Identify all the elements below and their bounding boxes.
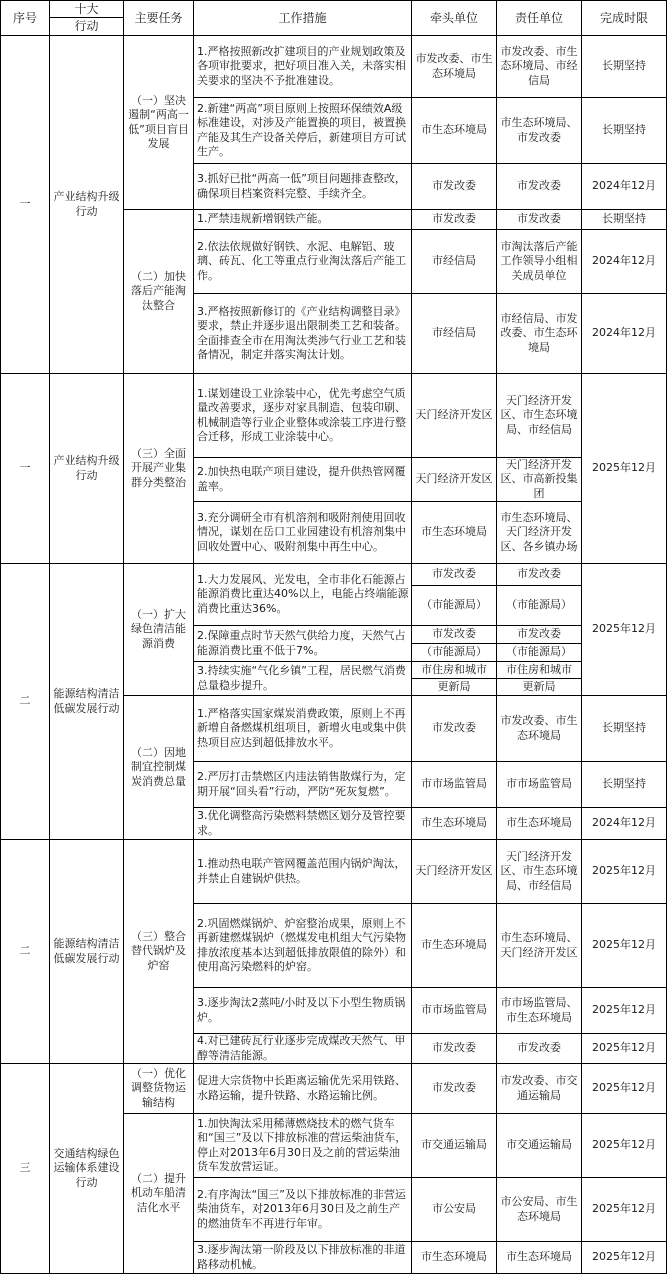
deadline-cell bbox=[582, 1242, 667, 1274]
resp-cell bbox=[497, 1242, 582, 1274]
resp-text: （市能源局） bbox=[506, 598, 572, 612]
lead-text: 市市场监管局 bbox=[421, 1003, 487, 1017]
lead-cell bbox=[412, 210, 497, 230]
group-action bbox=[50, 564, 124, 840]
group-action-text: 产业结构升级行动 bbox=[53, 454, 120, 482]
measure-text: 2.加快热电联产项目建设，提升供热管网覆盖率。 bbox=[197, 465, 406, 493]
deadline-cell bbox=[582, 1064, 667, 1114]
task-text: （二）因地制宜控制煤炭消费总量 bbox=[131, 745, 186, 788]
resp-text: （市能源局） bbox=[506, 645, 572, 659]
resp-text: 市发改委 bbox=[517, 567, 561, 581]
deadline-text: 2025年12月 bbox=[592, 622, 656, 636]
measure-cell bbox=[194, 1178, 412, 1242]
lead-text: 市发改委 bbox=[432, 212, 476, 226]
group-seq-text: 二 bbox=[19, 694, 31, 708]
deadline-text: 2024年12月 bbox=[592, 816, 656, 830]
measure-cell bbox=[194, 1114, 412, 1178]
task-text: （一）扩大绿色清洁能源消费 bbox=[131, 607, 186, 650]
measure-text: 3.优化调整高污染燃料禁燃区划分及管控要求。 bbox=[197, 809, 406, 837]
measure-cell bbox=[194, 626, 412, 662]
group-seq bbox=[0, 840, 50, 1064]
lead-text: 市生态环境局 bbox=[421, 816, 487, 830]
resp-text: 更新局 bbox=[522, 679, 556, 693]
lead-cell bbox=[412, 762, 497, 808]
measure-text: 1.严禁违规新增钢铁产能。 bbox=[197, 212, 329, 226]
lead-cell bbox=[412, 458, 497, 502]
task-text: （二）提升机动车船清洁化水平 bbox=[131, 1171, 186, 1214]
group-seq-text: 二 bbox=[19, 944, 31, 958]
measure-cell bbox=[194, 808, 412, 840]
task-text: （一）优化调整货物运输结构 bbox=[131, 1066, 186, 1109]
resp-cell bbox=[497, 662, 582, 679]
header-action-line1 bbox=[50, 0, 124, 18]
measure-text: 3.逐步淘汰第一阶段及以下排放标准的非道路移动机械。 bbox=[197, 1243, 406, 1271]
deadline-cell bbox=[582, 210, 667, 230]
deadline-text: 2024年12月 bbox=[592, 254, 656, 268]
measure-text: 2.新建“两高”项目原则上按照环保绩效A级标准建设，对涉及产能置换的项目，被置换产能及其生产设备关停后，新建项目方可试生产。 bbox=[197, 101, 406, 158]
deadline-cell bbox=[582, 564, 667, 696]
measure-cell bbox=[194, 696, 412, 762]
lead-cell bbox=[412, 904, 497, 988]
deadline-text: 2025年12月 bbox=[592, 1041, 656, 1055]
deadline-text: 长期坚持 bbox=[602, 721, 646, 735]
resp-cell bbox=[497, 210, 582, 230]
deadline-text: 2025年12月 bbox=[592, 1250, 656, 1264]
group-seq bbox=[0, 36, 50, 374]
measure-cell bbox=[194, 988, 412, 1034]
deadline-cell bbox=[582, 696, 667, 762]
lead-cell bbox=[412, 98, 497, 164]
header-resp-text: 责任单位 bbox=[514, 10, 563, 25]
deadline-cell bbox=[582, 1034, 667, 1064]
deadline-cell bbox=[582, 988, 667, 1034]
lead-cell bbox=[412, 230, 497, 294]
measure-cell bbox=[194, 1064, 412, 1114]
task-cell bbox=[124, 696, 194, 840]
lead-cell bbox=[412, 840, 497, 904]
lead-cell bbox=[412, 1034, 497, 1064]
header-task bbox=[124, 0, 194, 36]
task-cell bbox=[124, 1064, 194, 1114]
lead-text: 市发改委 bbox=[432, 1081, 476, 1095]
measure-cell bbox=[194, 1034, 412, 1064]
lead-text: 市经信局 bbox=[432, 254, 476, 268]
resp-cell bbox=[497, 1114, 582, 1178]
deadline-text: 2025年12月 bbox=[592, 1138, 656, 1152]
deadline-text: 长期坚持 bbox=[602, 123, 646, 137]
lead-text: （市能源局） bbox=[421, 598, 487, 612]
lead-text: 天门经济开发区 bbox=[415, 864, 493, 878]
group-action bbox=[50, 374, 124, 564]
header-resp bbox=[497, 0, 582, 36]
lead-cell bbox=[412, 164, 497, 210]
measure-cell bbox=[194, 904, 412, 988]
resp-cell bbox=[497, 808, 582, 840]
resp-cell bbox=[497, 1064, 582, 1114]
lead-text: 更新局 bbox=[437, 679, 471, 693]
resp-text: 市生态环境局 bbox=[506, 816, 572, 830]
lead-text: 市公安局 bbox=[432, 1202, 476, 1216]
deadline-text: 2025年12月 bbox=[592, 1202, 656, 1216]
resp-cell bbox=[497, 762, 582, 808]
lead-text: 市经信局 bbox=[432, 326, 476, 340]
task-text: （二）加快落后产能淘汰整合 bbox=[131, 269, 186, 312]
lead-text: 市生态环境局 bbox=[421, 525, 487, 539]
resp-text: 市生态环境局、市发改委 bbox=[500, 116, 578, 144]
resp-cell bbox=[497, 904, 582, 988]
deadline-text: 长期坚持 bbox=[602, 777, 646, 791]
lead-cell bbox=[412, 374, 497, 458]
group-seq bbox=[0, 374, 50, 564]
measure-text: 2.巩固燃煤锅炉、炉窑整治成果，原则上不再新建燃煤锅炉（燃煤发电机组大气污染物排放浓度基本达到超低排放限值的除外）和使用高污染燃料的炉窑。 bbox=[197, 916, 406, 973]
measure-cell bbox=[194, 164, 412, 210]
task-cell bbox=[124, 564, 194, 696]
group-action bbox=[50, 1064, 124, 1274]
header-deadline-text: 完成时限 bbox=[599, 10, 648, 25]
deadline-cell bbox=[582, 164, 667, 210]
resp-text: 天门经济开发区、市生态环境局、市经信局 bbox=[500, 849, 578, 892]
deadline-cell bbox=[582, 36, 667, 98]
measure-cell bbox=[194, 502, 412, 564]
lead-cell bbox=[412, 696, 497, 762]
resp-cell-secondary bbox=[497, 679, 582, 696]
measure-text: 3.抓好已批“两高一低”项目问题排查整改，确保项目档案资料完整、手续齐全。 bbox=[197, 172, 406, 200]
resp-text: 市发改委、市生态环境局、市经信局 bbox=[500, 44, 578, 87]
deadline-text: 2024年12月 bbox=[592, 179, 656, 193]
resp-text: 市发改委 bbox=[517, 212, 561, 226]
resp-cell bbox=[497, 988, 582, 1034]
lead-cell bbox=[412, 808, 497, 840]
measure-text: 2.依法依规做好钢铁、水泥、电解铝、玻璃、砖瓦、化工等重点行业淘汰落后产能工作。 bbox=[197, 239, 406, 282]
measure-text: 3.逐步淘汰2蒸吨/小时及以下小型生物质锅炉。 bbox=[197, 996, 406, 1024]
lead-text: 市发改委、市生态环境局 bbox=[415, 52, 493, 80]
lead-cell bbox=[412, 1114, 497, 1178]
header-lead-text: 牵头单位 bbox=[429, 10, 478, 25]
resp-cell bbox=[497, 164, 582, 210]
header-deadline bbox=[582, 0, 667, 36]
task-cell bbox=[124, 36, 194, 210]
deadline-text: 2025年12月 bbox=[592, 1003, 656, 1017]
resp-text: 市发改委、市生态环境局 bbox=[500, 714, 578, 742]
measure-text: 1.大力发展风、光发电，全市非化石能源占能源消费比重达40%以上，电能占终端能源消费比重达36%。 bbox=[197, 572, 409, 615]
lead-text: 市发改委 bbox=[432, 721, 476, 735]
measure-cell bbox=[194, 230, 412, 294]
deadline-text: 2025年12月 bbox=[592, 1081, 656, 1095]
measure-text: 1.严格落实国家煤炭消费政策，原则上不再新增自备燃煤机组项目，新增火电或集中供热项目应达到超低排放水平。 bbox=[197, 706, 406, 749]
lead-text: 市交通运输局 bbox=[421, 1138, 487, 1152]
measure-cell bbox=[194, 374, 412, 458]
resp-cell bbox=[497, 564, 582, 586]
measure-text: 3.严格按照新修订的《产业结构调整目录》要求，禁止并逐步退出限制类工艺和装备。全面排查全市在用淘汰类涉气行业工艺和装备情况，制定并落实淘汰计划。 bbox=[197, 304, 406, 361]
measure-text: 1.推动热电联产管网覆盖范围内锅炉淘汰，并禁止自建锅炉供热。 bbox=[197, 857, 406, 885]
group-action-text: 能源结构清洁低碳发展行动 bbox=[53, 687, 120, 715]
measure-cell bbox=[194, 564, 412, 626]
measure-cell bbox=[194, 210, 412, 230]
lead-cell bbox=[412, 988, 497, 1034]
header-action-line1-text: 十大 bbox=[74, 1, 99, 16]
measure-text: 促进大宗货物中长距离运输优先采用铁路、水路运输，提升铁路、水路运输比例。 bbox=[197, 1074, 406, 1102]
group-seq-text: 三 bbox=[19, 1161, 31, 1175]
lead-cell-secondary bbox=[412, 679, 497, 696]
resp-text: 市生态环境局、天门经济开发区、各乡镇办场 bbox=[500, 510, 578, 553]
lead-cell bbox=[412, 1242, 497, 1274]
task-text: （三）全面开展产业集群分类整治 bbox=[131, 446, 186, 489]
lead-text: 市发改委 bbox=[432, 627, 476, 641]
deadline-cell bbox=[582, 762, 667, 808]
header-measure-text: 工作措施 bbox=[278, 10, 327, 25]
resp-cell bbox=[497, 696, 582, 762]
deadline-text: 2025年12月 bbox=[592, 461, 656, 475]
resp-text: 天门经济开发区、市高新投集团 bbox=[500, 458, 578, 500]
lead-text: 市发改委 bbox=[432, 179, 476, 193]
measure-cell bbox=[194, 36, 412, 98]
lead-cell bbox=[412, 662, 497, 679]
resp-text: 市交通运输局 bbox=[506, 1138, 572, 1152]
lead-text: 市住房和城市 bbox=[421, 662, 487, 676]
lead-cell bbox=[412, 564, 497, 586]
resp-text: 市经信局、市发改委、市生态环境局 bbox=[500, 311, 578, 354]
deadline-cell bbox=[582, 840, 667, 904]
measure-cell bbox=[194, 840, 412, 904]
resp-text: 市公安局、市生态环境局 bbox=[500, 1195, 578, 1223]
task-text: （一）坚决遏制“两高一低”项目盲目发展 bbox=[128, 93, 189, 150]
lead-text: 天门经济开发区 bbox=[415, 408, 493, 422]
task-text: （三）整合替代锅炉及炉窑 bbox=[131, 929, 186, 972]
resp-cell-secondary bbox=[497, 644, 582, 662]
measure-text: 4.对已建砖瓦行业逐步完成煤改天然气、甲醇等清洁能源。 bbox=[197, 1034, 406, 1062]
header-seq bbox=[0, 0, 50, 36]
deadline-text: 2024年12月 bbox=[592, 326, 656, 340]
lead-text: 市市场监管局 bbox=[421, 777, 487, 791]
lead-cell bbox=[412, 1064, 497, 1114]
deadline-cell bbox=[582, 294, 667, 374]
measure-cell bbox=[194, 662, 412, 696]
group-seq-text: 一 bbox=[19, 461, 31, 475]
deadline-text: 长期坚持 bbox=[602, 59, 646, 73]
group-seq bbox=[0, 1064, 50, 1274]
resp-cell bbox=[497, 502, 582, 564]
header-lead bbox=[412, 0, 497, 36]
resp-text: 市发改委 bbox=[517, 179, 561, 193]
group-action-text: 产业结构升级行动 bbox=[53, 190, 120, 218]
header-action-line2 bbox=[50, 18, 124, 36]
header-measure bbox=[194, 0, 412, 36]
group-action-text: 交通结构绿色运输体系建设行动 bbox=[53, 1146, 120, 1189]
measure-text: 2.严厉打击禁燃区内违法销售散煤行为，定期开展“回头看”行动，严防“死灰复燃”。 bbox=[197, 770, 406, 798]
lead-cell bbox=[412, 36, 497, 98]
measure-text: 3.持续实施“气化乡镇”工程，居民燃气消费总量稳步提升。 bbox=[197, 664, 406, 692]
measure-text: 1.谋划建设工业涂装中心，优先考虑空气质量改善要求，逐步对家具制造、包装印刷、机械制造等行业企业整体或涂装工序进行整合迁移，形成工业涂装中心。 bbox=[197, 386, 406, 443]
resp-text: 市市场监管局 bbox=[506, 777, 572, 791]
resp-text: 市发改委 bbox=[517, 627, 561, 641]
task-cell bbox=[124, 374, 194, 564]
lead-cell bbox=[412, 502, 497, 564]
resp-cell bbox=[497, 458, 582, 502]
lead-text: 市生态环境局 bbox=[421, 1250, 487, 1264]
deadline-text: 2025年12月 bbox=[592, 938, 656, 952]
resp-cell bbox=[497, 294, 582, 374]
measure-cell bbox=[194, 98, 412, 164]
lead-cell bbox=[412, 626, 497, 644]
lead-cell bbox=[412, 294, 497, 374]
resp-cell bbox=[497, 1178, 582, 1242]
deadline-cell bbox=[582, 808, 667, 840]
resp-cell bbox=[497, 374, 582, 458]
header-action-line2-text: 行动 bbox=[74, 19, 99, 34]
deadline-cell bbox=[582, 230, 667, 294]
lead-cell-secondary bbox=[412, 644, 497, 662]
resp-cell-secondary bbox=[497, 586, 582, 626]
group-action-text: 能源结构清洁低碳发展行动 bbox=[53, 937, 120, 965]
measure-cell bbox=[194, 762, 412, 808]
resp-cell bbox=[497, 230, 582, 294]
deadline-cell bbox=[582, 904, 667, 988]
measure-text: 1.严格按照新改扩建项目的产业规划政策及各项审批要求，把好项目准入关，未落实相关要求的坚决不予批准建设。 bbox=[197, 44, 406, 87]
resp-text: 市市场监管局、市生态环境局 bbox=[500, 996, 578, 1024]
measure-cell bbox=[194, 458, 412, 502]
resp-text: 市发改委、市交通运输局 bbox=[500, 1074, 578, 1102]
deadline-cell bbox=[582, 98, 667, 164]
lead-text: 市生态环境局 bbox=[421, 938, 487, 952]
resp-text: 天门经济开发区、市生态环境局、市经信局 bbox=[500, 393, 578, 436]
deadline-cell bbox=[582, 374, 667, 564]
lead-cell-secondary bbox=[412, 586, 497, 626]
deadline-cell bbox=[582, 1114, 667, 1178]
resp-text: 市发改委 bbox=[517, 1041, 561, 1055]
measure-text: 3.充分调研全市有机溶剂和吸附剂使用回收情况，谋划在岳口工业园建设有机溶剂集中回收处置中心、吸附剂集中再生中心。 bbox=[197, 510, 406, 553]
measure-cell bbox=[194, 1242, 412, 1274]
deadline-text: 2025年12月 bbox=[592, 864, 656, 878]
lead-text: 天门经济开发区 bbox=[415, 472, 493, 486]
resp-text: 市淘汰落后产能工作领导小组相关成员单位 bbox=[500, 239, 578, 282]
measure-text: 2.保障重点时节天然气供给力度，天然气占能源消费比重不低于7%。 bbox=[197, 629, 406, 657]
task-cell bbox=[124, 210, 194, 374]
resp-cell bbox=[497, 98, 582, 164]
group-action bbox=[50, 36, 124, 374]
group-seq-text: 一 bbox=[19, 197, 31, 211]
measure-cell bbox=[194, 294, 412, 374]
lead-text: 市生态环境局 bbox=[421, 123, 487, 137]
header-seq-text: 序号 bbox=[12, 10, 37, 25]
group-action bbox=[50, 840, 124, 1064]
resp-cell bbox=[497, 1034, 582, 1064]
measure-text: 1.加快淘汰采用稀薄燃烧技术的燃气货车和“国三”及以下排放标准的营运柴油货车，停止对2013年6月30日及之前的营运柴油货车发放营运证。 bbox=[197, 1116, 407, 1173]
group-seq bbox=[0, 564, 50, 840]
header-task-text: 主要任务 bbox=[134, 10, 183, 25]
lead-text: 市发改委 bbox=[432, 567, 476, 581]
resp-text: 市生态环境局 bbox=[506, 1250, 572, 1264]
resp-cell bbox=[497, 840, 582, 904]
task-cell bbox=[124, 1114, 194, 1274]
deadline-cell bbox=[582, 1178, 667, 1242]
resp-cell bbox=[497, 626, 582, 644]
resp-text: 市生态环境局、天门经济开发区 bbox=[500, 931, 578, 959]
lead-text: （市能源局） bbox=[421, 645, 487, 659]
deadline-text: 长期坚持 bbox=[602, 212, 646, 226]
resp-cell bbox=[497, 36, 582, 98]
task-cell bbox=[124, 840, 194, 1064]
resp-text: 市住房和城市 bbox=[506, 662, 572, 676]
measure-text: 2.有序淘汰“国三”及以下排放标准的非营运柴油货车，对2013年6月30日及之前生产的燃油货车不再进行年审。 bbox=[197, 1187, 406, 1230]
lead-cell bbox=[412, 1178, 497, 1242]
lead-text: 市发改委 bbox=[432, 1041, 476, 1055]
